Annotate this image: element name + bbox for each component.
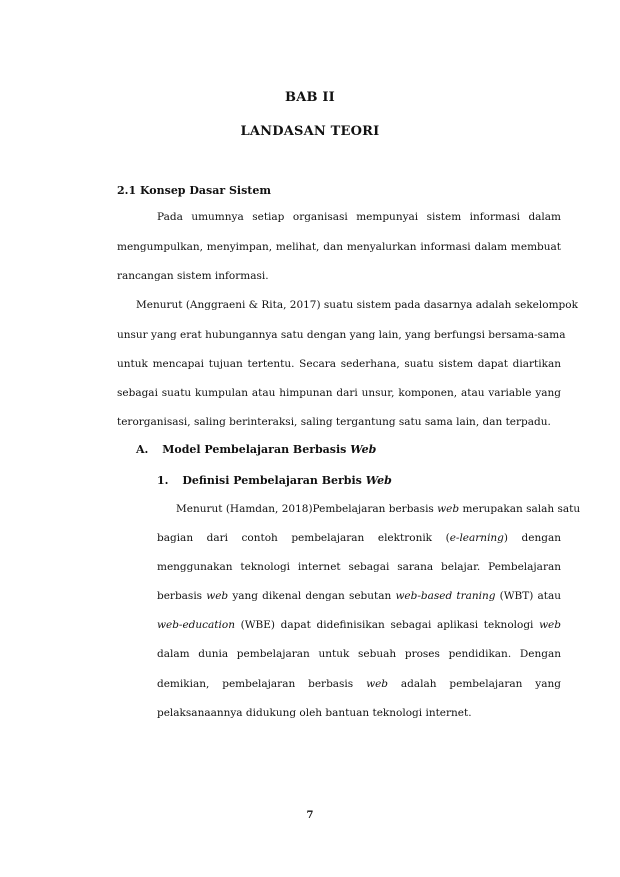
- para3-l4c: (WBT) atau: [495, 590, 562, 602]
- para3-l2i: e-learning: [449, 532, 504, 544]
- subheading-a-italic: Web: [350, 443, 377, 456]
- page-number: 7: [306, 810, 314, 821]
- para3-line3: menggunakan teknologi internet sebagai sarana belajar. Pembelajaran: [157, 561, 561, 573]
- subheading-1-italic: Web: [365, 474, 392, 487]
- para3-l7b: adalah pembelajaran yang: [388, 678, 561, 690]
- para1-line2: mengumpulkan, menyimpan, melihat, dan menyalurkan informasi dalam membuat: [117, 241, 561, 253]
- para2-line4: sebagai suatu kumpulan atau himpunan dari unsur, komponen, atau variable yang: [117, 387, 561, 399]
- para3-l4i2: web-based traning: [395, 590, 496, 602]
- para2-line3: untuk mencapai tujuan tertentu. Secara sederhana, suatu sistem dapat diartikan: [117, 358, 561, 370]
- para3-l4b: yang dikenal dengan sebutan: [228, 590, 396, 602]
- para3-l1a: Menurut (Hamdan, 2018)Pembelajaran berbasis: [176, 503, 438, 515]
- subheading-1-prefix: 1.: [157, 474, 169, 487]
- subheading-a-prefix: A.: [136, 443, 149, 456]
- para3-l1b: merupakan salah satu: [459, 503, 581, 515]
- para3-line7: [157, 677, 561, 691]
- para3-line6: dalam dunia pembelajaran untuk sebuah proses pendidikan. Dengan: [157, 648, 561, 660]
- para3-l2a: bagian dari contoh pembelajaran elektronik (: [157, 532, 450, 544]
- para3-l1i: web: [437, 503, 460, 515]
- subheading-1: [157, 474, 392, 487]
- section-heading: 2.1 Konsep Dasar Sistem: [117, 184, 271, 197]
- para2-line2: unsur yang erat hubungannya satu dengan yang lain, yang berfungsi bersama-sama: [117, 329, 566, 341]
- subheading-a: [136, 443, 376, 456]
- para3-l7a: demikian, pembelajaran berbasis: [157, 678, 367, 690]
- para3-l5i1: web-education: [157, 619, 235, 631]
- para3-l4i1: web: [206, 590, 229, 602]
- subheading-a-text: Model Pembelajaran Berbasis: [162, 443, 351, 456]
- subheading-1-text: Definisi Pembelajaran Berbis: [182, 474, 366, 487]
- chapter-title: LANDASAN TEORI: [240, 124, 380, 139]
- para3-l5a: (WBE) dapat didefinisikan sebagai aplikasi teknologi: [234, 619, 540, 631]
- para3-l2b: ) dengan: [503, 532, 561, 544]
- para2-line5: terorganisasi, saling berinteraksi, saling tergantung satu sama lain, dan terpadu.: [117, 416, 551, 428]
- para2-line1: Menurut (Anggraeni & Rita, 2017) suatu sistem pada dasarnya adalah sekelompok: [136, 299, 578, 311]
- para3-l4a: berbasis: [157, 590, 207, 602]
- para3-line4: [157, 589, 561, 603]
- para3-l5i2: web: [539, 619, 561, 631]
- para3-line1: [176, 502, 581, 516]
- para1-line3: rancangan sistem informasi.: [117, 270, 269, 282]
- para1-line1: Pada umumnya setiap organisasi mempunyai sistem informasi dalam: [157, 211, 561, 223]
- para3-line5: [157, 618, 561, 632]
- para3-line2: [157, 531, 561, 545]
- para3-l7i: web: [366, 678, 389, 690]
- chapter-label: BAB II: [285, 90, 335, 105]
- para3-line8: pelaksanaannya didukung oleh bantuan teknologi internet.: [157, 707, 472, 719]
